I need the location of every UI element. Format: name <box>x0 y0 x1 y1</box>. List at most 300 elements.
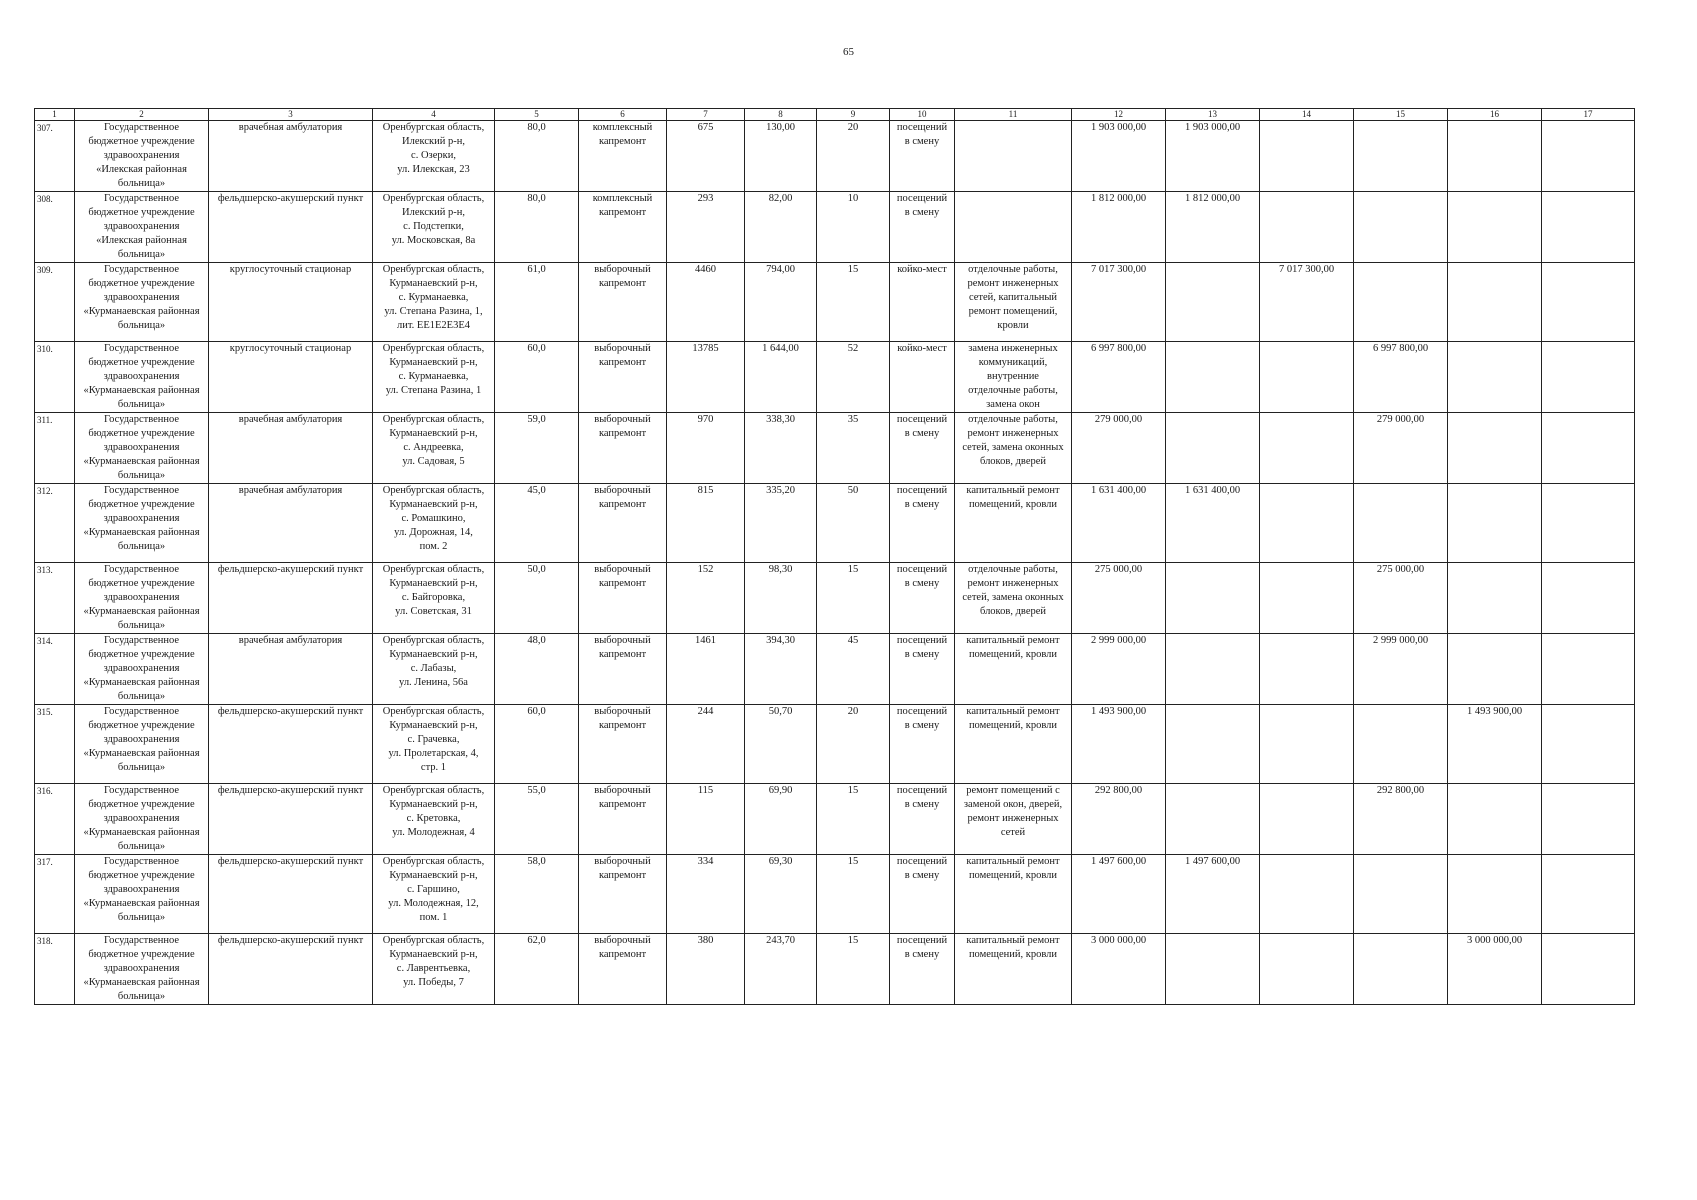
facility-type-cell-line: фельдшерско-акушерский пункт <box>217 193 364 204</box>
works-cell-line: блоков, дверей <box>979 456 1047 467</box>
col-13-cell <box>1166 934 1260 1005</box>
repair-type-cell <box>579 705 667 784</box>
col-16-cell <box>1448 634 1542 705</box>
facility-type-cell-line: врачебная амбулатория <box>238 485 343 496</box>
organization-cell-line: больница» <box>117 249 166 260</box>
unit-cell-line: койко-мест <box>897 343 947 354</box>
works-cell-line: капитальный ремонт <box>966 485 1060 496</box>
repair-type-cell <box>579 192 667 263</box>
organization-cell-line: больница» <box>117 691 166 702</box>
address-cell-line: с. Курманаевка, <box>398 371 469 382</box>
repair-type-cell-line: выборочный <box>594 414 651 425</box>
organization-cell-line: здравоохранения <box>103 292 180 303</box>
total-cost-cell: 2 999 000,00 <box>1072 634 1166 705</box>
organization-cell-line: больница» <box>117 470 166 481</box>
works-cell-line: внутренние <box>987 371 1039 382</box>
col-17-cell <box>1542 192 1635 263</box>
col-17-cell <box>1542 855 1635 934</box>
address-cell-line: ул. Степана Разина, 1, <box>384 306 483 317</box>
row-number: 315. <box>35 705 75 784</box>
organization-cell-line: бюджетное учреждение <box>88 357 195 368</box>
organization-cell-line: больница» <box>117 991 166 1002</box>
repair-type-cell-line: капремонт <box>598 720 647 731</box>
works-cell <box>955 634 1072 705</box>
works-cell-line: замена инженерных <box>968 343 1058 354</box>
unit-cell-line: в смену <box>904 499 940 510</box>
unit-cell-line: посещений <box>896 485 948 496</box>
organization-cell-line: «Курманаевская районная <box>83 527 200 538</box>
works-cell <box>955 563 1072 634</box>
table-row <box>35 121 1635 192</box>
works-cell <box>955 784 1072 855</box>
col-15-cell: 6 997 800,00 <box>1354 342 1448 413</box>
unit-cell-line: посещений <box>896 193 948 204</box>
col-14-cell <box>1260 192 1354 263</box>
address-cell-line: с. Кретовка, <box>406 813 461 824</box>
repair-type-cell-line: выборочный <box>594 706 651 717</box>
address-cell <box>373 563 495 634</box>
column-header-5: 5 <box>495 109 579 121</box>
works-cell-line: помещений, кровли <box>968 720 1058 731</box>
col-7-cell: 380 <box>667 934 745 1005</box>
works-cell-line: капитальный ремонт <box>966 635 1060 646</box>
facility-type-cell-line: врачебная амбулатория <box>238 635 343 646</box>
col-5-cell: 60,0 <box>495 705 579 784</box>
organization-cell <box>75 855 209 934</box>
address-cell-line: ул. Илекская, 23 <box>397 164 470 175</box>
facility-type-cell <box>209 784 373 855</box>
repair-register-table <box>34 108 1635 1005</box>
table-row <box>35 413 1635 484</box>
address-cell-line: пом. 1 <box>419 912 448 923</box>
works-cell-line: помещений, кровли <box>968 949 1058 960</box>
col-8-cell: 394,30 <box>745 634 817 705</box>
organization-cell <box>75 263 209 342</box>
row-number: 308. <box>35 192 75 263</box>
column-header-1: 1 <box>35 109 75 121</box>
organization-cell <box>75 413 209 484</box>
organization-cell-line: больница» <box>117 320 166 331</box>
column-header-4: 4 <box>373 109 495 121</box>
address-cell-line: Курманаевский р-н, <box>389 649 478 660</box>
repair-type-cell-line: капремонт <box>598 799 647 810</box>
col-16-cell <box>1448 121 1542 192</box>
repair-type-cell <box>579 934 667 1005</box>
organization-cell <box>75 784 209 855</box>
col-17-cell <box>1542 634 1635 705</box>
address-cell-line: ул. Пролетарская, 4, <box>388 748 479 759</box>
address-cell-line: Курманаевский р-н, <box>389 949 478 960</box>
column-header-7: 7 <box>667 109 745 121</box>
column-header-9: 9 <box>817 109 890 121</box>
works-cell-line: сетей, замена оконных <box>962 442 1064 453</box>
works-cell-line: заменой окон, дверей, <box>963 799 1063 810</box>
total-cost-cell: 7 017 300,00 <box>1072 263 1166 342</box>
works-cell-line: отделочные работы, <box>968 264 1058 275</box>
organization-cell-line: «Курманаевская районная <box>83 748 200 759</box>
col-5-cell: 61,0 <box>495 263 579 342</box>
total-cost-cell: 1 493 900,00 <box>1072 705 1166 784</box>
col-16-cell: 3 000 000,00 <box>1448 934 1542 1005</box>
organization-cell-line: здравоохранения <box>103 592 180 603</box>
row-number: 311. <box>35 413 75 484</box>
works-cell-line: отделочные работы, <box>968 564 1058 575</box>
address-cell-line: Оренбургская область, <box>382 343 485 354</box>
works-cell <box>955 192 1072 263</box>
repair-type-cell-line: выборочный <box>594 785 651 796</box>
organization-cell-line: бюджетное учреждение <box>88 799 195 810</box>
organization-cell-line: «Курманаевская районная <box>83 456 200 467</box>
column-header-16: 16 <box>1448 109 1542 121</box>
facility-type-cell <box>209 634 373 705</box>
address-cell-line: Курманаевский р-н, <box>389 357 478 368</box>
organization-cell-line: бюджетное учреждение <box>88 949 195 960</box>
table-row <box>35 784 1635 855</box>
repair-type-cell-line: капремонт <box>598 870 647 881</box>
col-16-cell <box>1448 484 1542 563</box>
unit-cell-line: в смену <box>904 428 940 439</box>
works-cell-line: помещений, кровли <box>968 499 1058 510</box>
unit-cell <box>890 121 955 192</box>
column-header-17: 17 <box>1542 109 1635 121</box>
organization-cell <box>75 563 209 634</box>
works-cell <box>955 121 1072 192</box>
unit-cell <box>890 192 955 263</box>
row-number: 307. <box>35 121 75 192</box>
works-cell-line: кровли <box>997 320 1029 331</box>
col-7-cell: 152 <box>667 563 745 634</box>
address-cell-line: ул. Дорожная, 14, <box>394 527 473 538</box>
repair-type-cell-line: капремонт <box>598 499 647 510</box>
works-cell <box>955 484 1072 563</box>
address-cell-line: Оренбургская область, <box>382 635 485 646</box>
organization-cell-line: «Курманаевская районная <box>83 827 200 838</box>
col-15-cell <box>1354 121 1448 192</box>
organization-cell-line: Государственное <box>103 785 180 796</box>
works-cell-line: отделочные работы, <box>968 385 1058 396</box>
organization-cell-line: Государственное <box>103 856 180 867</box>
col-13-cell <box>1166 563 1260 634</box>
total-cost-cell: 1 903 000,00 <box>1072 121 1166 192</box>
organization-cell-line: Государственное <box>103 122 180 133</box>
facility-type-cell <box>209 342 373 413</box>
unit-cell-line: в смену <box>904 649 940 660</box>
address-cell-line: Курманаевский р-н, <box>389 799 478 810</box>
organization-cell <box>75 934 209 1005</box>
col-5-cell: 58,0 <box>495 855 579 934</box>
address-cell-line: Илекский р-н, <box>402 136 465 147</box>
organization-cell-line: здравоохранения <box>103 734 180 745</box>
address-cell-line: Курманаевский р-н, <box>389 870 478 881</box>
col-16-cell: 1 493 900,00 <box>1448 705 1542 784</box>
organization-cell-line: бюджетное учреждение <box>88 278 195 289</box>
col-8-cell: 243,70 <box>745 934 817 1005</box>
address-cell-line: Курманаевский р-н, <box>389 428 478 439</box>
organization-cell <box>75 342 209 413</box>
address-cell-line: ул. Степана Разина, 1 <box>385 385 482 396</box>
col-14-cell <box>1260 484 1354 563</box>
repair-type-cell-line: капремонт <box>598 278 647 289</box>
address-cell-line: Оренбургская область, <box>382 706 485 717</box>
address-cell-line: с. Ромашкино, <box>401 513 466 524</box>
facility-type-cell <box>209 121 373 192</box>
repair-type-cell <box>579 121 667 192</box>
total-cost-cell: 3 000 000,00 <box>1072 934 1166 1005</box>
col-16-cell <box>1448 263 1542 342</box>
works-cell <box>955 705 1072 784</box>
col-7-cell: 1461 <box>667 634 745 705</box>
address-cell <box>373 192 495 263</box>
address-cell-line: ул. Ленина, 56а <box>399 677 468 688</box>
col-17-cell <box>1542 413 1635 484</box>
address-cell <box>373 484 495 563</box>
facility-type-cell-line: фельдшерско-акушерский пункт <box>217 564 364 575</box>
unit-cell <box>890 563 955 634</box>
table-row <box>35 192 1635 263</box>
organization-cell-line: больница» <box>117 841 166 852</box>
organization-cell-line: бюджетное учреждение <box>88 136 195 147</box>
address-cell <box>373 634 495 705</box>
total-cost-cell: 1 497 600,00 <box>1072 855 1166 934</box>
address-cell-line: Оренбургская область, <box>382 122 485 133</box>
address-cell-line: с. Андреевка, <box>403 442 464 453</box>
unit-cell-line: койко-мест <box>897 264 947 275</box>
col-13-cell <box>1166 263 1260 342</box>
repair-type-cell <box>579 784 667 855</box>
repair-type-cell-line: выборочный <box>594 264 651 275</box>
works-cell-line: сетей <box>1000 827 1026 838</box>
works-cell-line: капитальный ремонт <box>966 935 1060 946</box>
address-cell-line: Оренбургская область, <box>382 193 485 204</box>
col-14-cell <box>1260 563 1354 634</box>
col-15-cell: 275 000,00 <box>1354 563 1448 634</box>
col-13-cell: 1 903 000,00 <box>1166 121 1260 192</box>
table-row <box>35 934 1635 1005</box>
col-7-cell: 815 <box>667 484 745 563</box>
col-15-cell <box>1354 263 1448 342</box>
address-cell-line: с. Байгоровка, <box>401 592 466 603</box>
table-row <box>35 634 1635 705</box>
col-16-cell <box>1448 192 1542 263</box>
repair-type-cell-line: выборочный <box>594 635 651 646</box>
col-9-cell: 20 <box>817 121 890 192</box>
organization-cell-line: «Курманаевская районная <box>83 306 200 317</box>
col-16-cell <box>1448 413 1542 484</box>
table-row <box>35 263 1635 342</box>
table-row <box>35 705 1635 784</box>
repair-type-cell-line: выборочный <box>594 564 651 575</box>
column-header-10: 10 <box>890 109 955 121</box>
col-13-cell: 1 497 600,00 <box>1166 855 1260 934</box>
col-14-cell <box>1260 705 1354 784</box>
organization-cell-line: здравоохранения <box>103 963 180 974</box>
address-cell-line: с. Озерки, <box>411 150 456 161</box>
organization-cell <box>75 705 209 784</box>
repair-type-cell-line: капремонт <box>598 207 647 218</box>
col-17-cell <box>1542 342 1635 413</box>
col-9-cell: 15 <box>817 263 890 342</box>
organization-cell-line: больница» <box>117 541 166 552</box>
col-17-cell <box>1542 705 1635 784</box>
col-14-cell <box>1260 634 1354 705</box>
row-number: 318. <box>35 934 75 1005</box>
col-17-cell <box>1542 484 1635 563</box>
address-cell-line: с. Подстепки, <box>403 221 464 232</box>
row-number: 310. <box>35 342 75 413</box>
row-number: 314. <box>35 634 75 705</box>
table-row <box>35 342 1635 413</box>
repair-type-cell-line: капремонт <box>598 136 647 147</box>
repair-type-cell-line: выборочный <box>594 856 651 867</box>
facility-type-cell-line: круглосуточный стационар <box>229 264 352 275</box>
works-cell-line: ремонт инженерных <box>967 278 1059 289</box>
works-cell-line: ремонт помещений с <box>966 785 1060 796</box>
column-number-row <box>35 109 1635 121</box>
organization-cell-line: здравоохранения <box>103 221 180 232</box>
address-cell-line: Оренбургская область, <box>382 785 485 796</box>
organization-cell-line: «Курманаевская районная <box>83 385 200 396</box>
works-cell-line: капитальный ремонт <box>966 706 1060 717</box>
organization-cell-line: «Курманаевская районная <box>83 606 200 617</box>
unit-cell-line: в смену <box>904 949 940 960</box>
table-body <box>35 121 1635 1005</box>
works-cell-line: ремонт инженерных <box>967 578 1059 589</box>
col-9-cell: 15 <box>817 563 890 634</box>
unit-cell-line: посещений <box>896 414 948 425</box>
organization-cell-line: бюджетное учреждение <box>88 207 195 218</box>
works-cell-line: ремонт помещений, <box>968 306 1058 317</box>
row-number: 317. <box>35 855 75 934</box>
unit-cell-line: посещений <box>896 785 948 796</box>
organization-cell <box>75 192 209 263</box>
organization-cell-line: «Илекская районная <box>96 235 187 246</box>
works-cell-line: помещений, кровли <box>968 649 1058 660</box>
col-13-cell <box>1166 784 1260 855</box>
column-header-15: 15 <box>1354 109 1448 121</box>
address-cell <box>373 413 495 484</box>
facility-type-cell-line: фельдшерско-акушерский пункт <box>217 856 364 867</box>
address-cell <box>373 263 495 342</box>
col-15-cell <box>1354 855 1448 934</box>
unit-cell-line: посещений <box>896 564 948 575</box>
repair-type-cell <box>579 484 667 563</box>
unit-cell-line: в смену <box>904 578 940 589</box>
works-cell-line: ремонт инженерных <box>967 813 1059 824</box>
total-cost-cell: 275 000,00 <box>1072 563 1166 634</box>
unit-cell-line: посещений <box>896 935 948 946</box>
works-cell-line: помещений, кровли <box>968 870 1058 881</box>
column-header-11: 11 <box>955 109 1072 121</box>
organization-cell-line: здравоохранения <box>103 663 180 674</box>
address-cell-line: Оренбургская область, <box>382 485 485 496</box>
col-7-cell: 334 <box>667 855 745 934</box>
unit-cell-line: в смену <box>904 136 940 147</box>
unit-cell-line: в смену <box>904 207 940 218</box>
col-13-cell: 1 631 400,00 <box>1166 484 1260 563</box>
repair-type-cell <box>579 342 667 413</box>
col-17-cell <box>1542 934 1635 1005</box>
repair-type-cell-line: капремонт <box>598 428 647 439</box>
address-cell-line: с. Лаврентьевка, <box>396 963 471 974</box>
facility-type-cell-line: фельдшерско-акушерский пункт <box>217 706 364 717</box>
col-8-cell: 98,30 <box>745 563 817 634</box>
unit-cell <box>890 484 955 563</box>
address-cell-line: Курманаевский р-н, <box>389 278 478 289</box>
facility-type-cell <box>209 934 373 1005</box>
col-17-cell <box>1542 263 1635 342</box>
organization-cell-line: больница» <box>117 620 166 631</box>
facility-type-cell <box>209 413 373 484</box>
address-cell-line: с. Гаршино, <box>407 884 460 895</box>
address-cell-line: Оренбургская область, <box>382 856 485 867</box>
address-cell <box>373 855 495 934</box>
organization-cell-line: Государственное <box>103 193 180 204</box>
col-15-cell <box>1354 705 1448 784</box>
organization-cell-line: здравоохранения <box>103 513 180 524</box>
unit-cell-line: посещений <box>896 856 948 867</box>
repair-type-cell-line: капремонт <box>598 649 647 660</box>
col-14-cell <box>1260 121 1354 192</box>
column-header-12: 12 <box>1072 109 1166 121</box>
facility-type-cell-line: врачебная амбулатория <box>238 122 343 133</box>
address-cell-line: Курманаевский р-н, <box>389 578 478 589</box>
col-14-cell <box>1260 413 1354 484</box>
unit-cell-line: посещений <box>896 635 948 646</box>
works-cell <box>955 934 1072 1005</box>
address-cell-line: Оренбургская область, <box>382 414 485 425</box>
address-cell-line: с. Курманаевка, <box>398 292 469 303</box>
works-cell-line: капитальный ремонт <box>966 856 1060 867</box>
address-cell-line: ул. Московская, 8а <box>391 235 476 246</box>
col-15-cell: 292 800,00 <box>1354 784 1448 855</box>
page-number: 65 <box>843 46 854 58</box>
col-5-cell: 55,0 <box>495 784 579 855</box>
col-15-cell <box>1354 192 1448 263</box>
col-7-cell: 4460 <box>667 263 745 342</box>
column-header-8: 8 <box>745 109 817 121</box>
col-14-cell <box>1260 934 1354 1005</box>
unit-cell-line: посещений <box>896 706 948 717</box>
organization-cell-line: бюджетное учреждение <box>88 428 195 439</box>
address-cell <box>373 705 495 784</box>
address-cell-line: стр. 1 <box>420 762 447 773</box>
table-row <box>35 563 1635 634</box>
address-cell-line: ул. Садовая, 5 <box>402 456 465 467</box>
col-9-cell: 10 <box>817 192 890 263</box>
address-cell <box>373 784 495 855</box>
col-15-cell <box>1354 484 1448 563</box>
col-13-cell <box>1166 634 1260 705</box>
unit-cell-line: посещений <box>896 122 948 133</box>
col-13-cell <box>1166 705 1260 784</box>
repair-type-cell-line: выборочный <box>594 935 651 946</box>
column-header-14: 14 <box>1260 109 1354 121</box>
col-8-cell: 82,00 <box>745 192 817 263</box>
repair-type-cell-line: капремонт <box>598 578 647 589</box>
organization-cell-line: больница» <box>117 399 166 410</box>
organization-cell-line: здравоохранения <box>103 150 180 161</box>
col-8-cell: 69,30 <box>745 855 817 934</box>
repair-type-cell <box>579 855 667 934</box>
col-5-cell: 62,0 <box>495 934 579 1005</box>
repair-type-cell-line: капремонт <box>598 357 647 368</box>
col-14-cell <box>1260 342 1354 413</box>
address-cell-line: с. Лабазы, <box>410 663 457 674</box>
row-number: 312. <box>35 484 75 563</box>
unit-cell <box>890 634 955 705</box>
address-cell-line: ул. Молодежная, 12, <box>388 898 479 909</box>
organization-cell-line: Государственное <box>103 935 180 946</box>
